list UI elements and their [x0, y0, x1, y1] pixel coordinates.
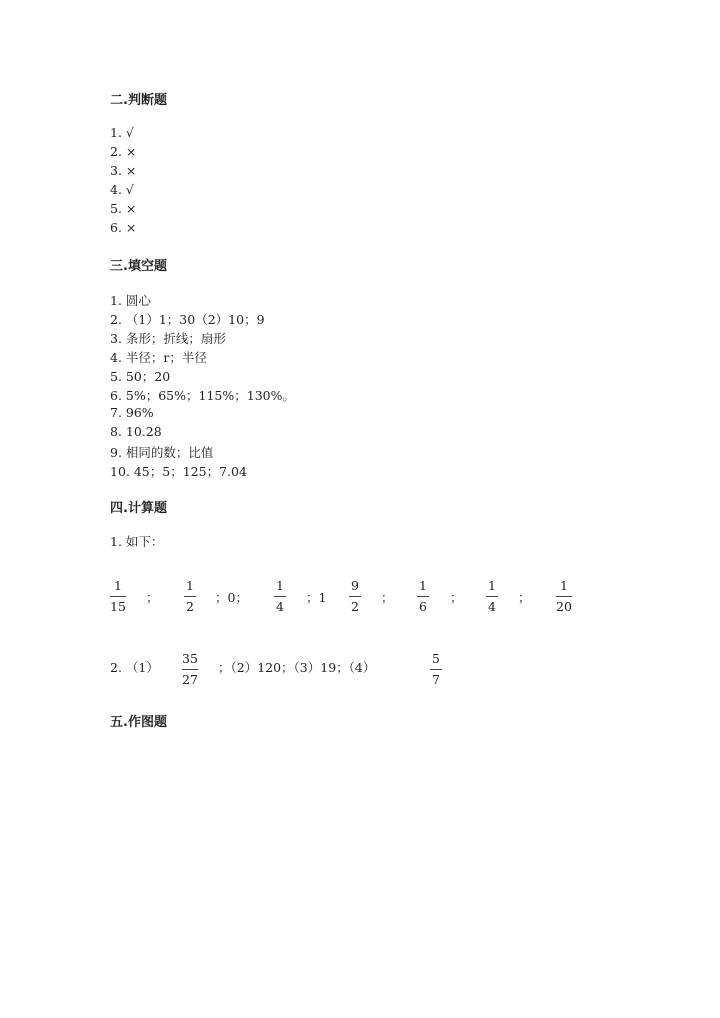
list-item: 6. ×: [110, 220, 137, 235]
fraction-numerator: 1: [276, 578, 284, 593]
answer-separator: ；: [518, 590, 531, 605]
section-title-draw: 五.作图题: [110, 715, 167, 730]
section-title-judge: 二.判断题: [110, 93, 167, 108]
fraction-denominator: 27: [182, 672, 198, 687]
fraction-numerator: 1: [113, 578, 122, 593]
list-item: 1. 圆心: [110, 293, 151, 308]
fraction-denominator: 4: [276, 599, 284, 614]
fraction: [430, 652, 442, 687]
answer-separator: ；0；: [215, 590, 248, 605]
fraction-denominator: 15: [110, 599, 126, 614]
list-item: 4. √: [110, 182, 134, 197]
list-item: 5. ×: [110, 201, 137, 216]
fraction-numerator: 9: [351, 578, 359, 593]
fraction: [556, 579, 572, 614]
fraction: [349, 579, 361, 614]
fraction-bar: [110, 596, 126, 597]
fraction: [110, 579, 126, 614]
fraction-numerator: 1: [488, 578, 496, 593]
fraction-bar: [417, 596, 429, 597]
fraction-bar: [274, 596, 286, 597]
fraction-denominator: 20: [556, 599, 572, 614]
list-item: 3. ×: [110, 163, 137, 178]
fraction-bar: [556, 596, 572, 597]
fraction-bar: [349, 596, 361, 597]
list-item: 1. √: [110, 125, 134, 140]
fraction-denominator: 2: [351, 599, 359, 614]
fraction-denominator: 4: [488, 599, 496, 614]
section-title-calc: 四.计算题: [110, 501, 167, 516]
list-item: 2. ×: [110, 144, 137, 159]
calc-q2-label: 2. （1）: [110, 660, 159, 675]
list-item: 7. 96%: [110, 405, 154, 420]
fraction-numerator: 5: [432, 651, 440, 666]
list-item: 3. 条形；折线；扇形: [110, 331, 226, 346]
fraction-numerator: 1: [419, 578, 427, 593]
answer-separator: ；: [381, 590, 394, 605]
list-item: 10. 45；5；125；7.04: [110, 464, 247, 479]
list-item: 5. 50；20: [110, 369, 171, 384]
list-item: 8. 10.28: [110, 424, 162, 439]
fraction-numerator: 1: [559, 578, 568, 593]
answer-separator: ；: [146, 590, 159, 605]
answer-separator: ；1: [306, 590, 327, 605]
list-item: 2. （1）1；30（2）10；9: [110, 312, 265, 327]
fraction: [182, 652, 198, 687]
fraction: [486, 579, 498, 614]
fraction: [274, 579, 286, 614]
fraction-bar: [182, 669, 198, 670]
fraction-numerator: 35: [182, 651, 198, 666]
fraction: [417, 579, 429, 614]
fraction-bar: [184, 596, 196, 597]
section-title-fill: 三.填空题: [110, 259, 167, 274]
calc-q2-middle: ；（2）120；（3）19；（4）: [218, 660, 376, 675]
fraction-bar: [486, 596, 498, 597]
fraction-numerator: 1: [186, 578, 194, 593]
fraction-denominator: 2: [186, 599, 194, 614]
list-item: 4. 半径；r；半径: [110, 350, 207, 365]
fraction: [184, 579, 196, 614]
fraction-bar: [430, 669, 442, 670]
fraction-denominator: 6: [419, 599, 427, 614]
calc-q1-label: 1. 如下：: [110, 534, 164, 549]
list-item: 9. 相同的数；比值: [110, 445, 214, 460]
answer-separator: ；: [450, 590, 463, 605]
fraction-denominator: 7: [432, 672, 440, 687]
list-item: 6. 5%；65%；115%；130%。: [110, 388, 295, 403]
